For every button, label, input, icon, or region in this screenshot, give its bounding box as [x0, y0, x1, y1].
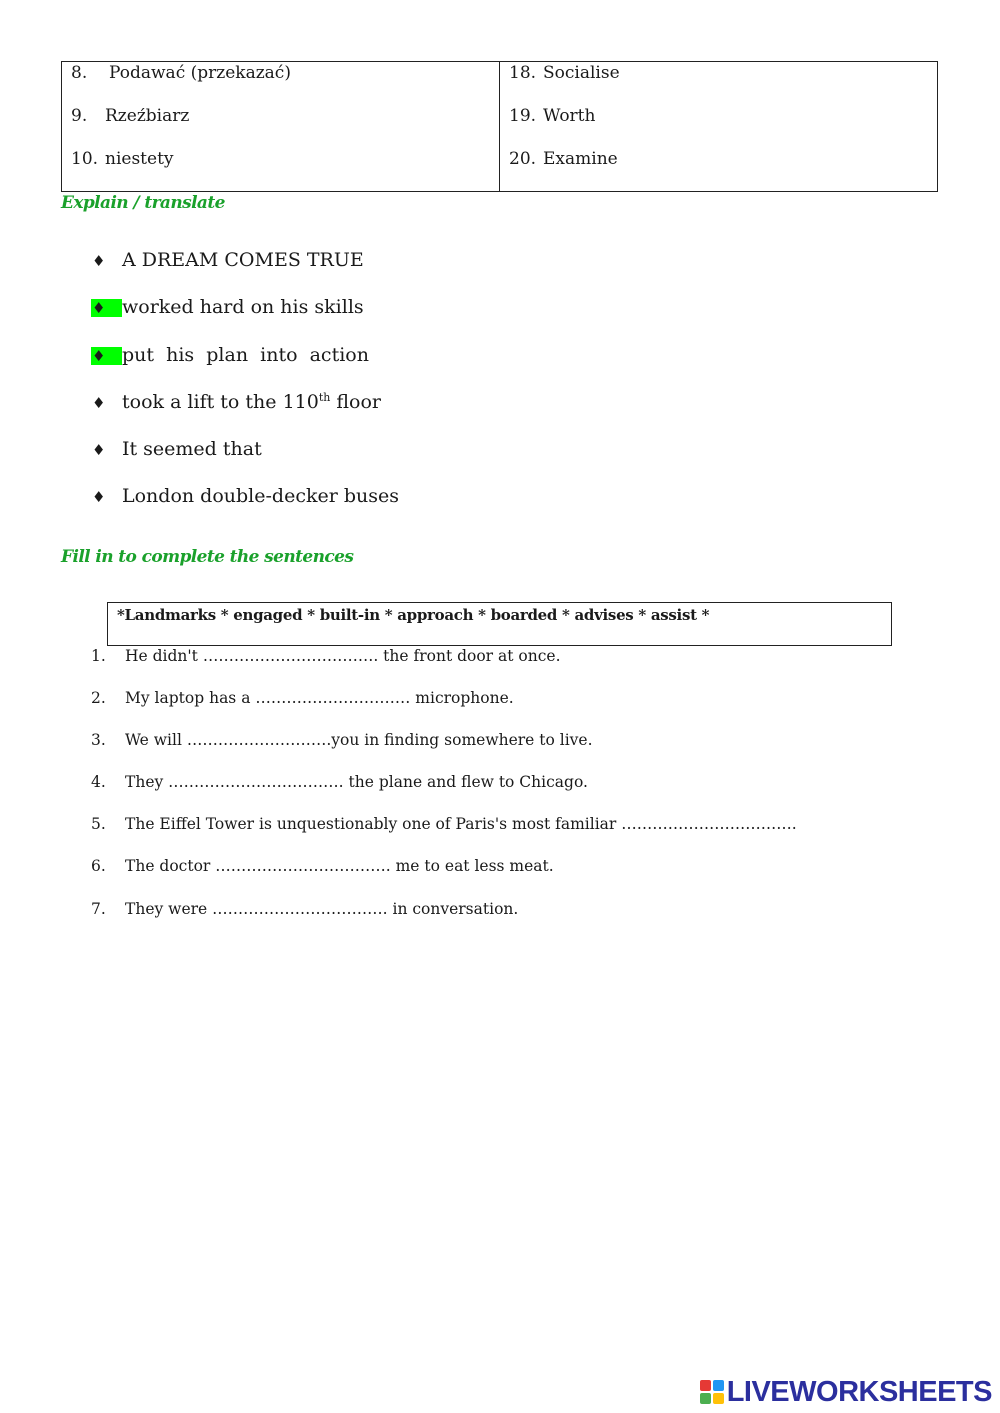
logo-text: LIVEWORKSHEETS — [726, 1375, 992, 1408]
sentence-text: He didn't ……………………………. the front door at once. — [125, 647, 561, 665]
sentence-number: 1. — [91, 647, 106, 665]
sentence-text: They ……………………………. the plane and flew to Chicago. — [125, 773, 588, 791]
fill-heading: Fill in to complete the sentences — [61, 547, 354, 567]
logo-mark-icon — [700, 1380, 724, 1404]
vocab-word: Rzeźbiarz — [105, 106, 190, 126]
logo-square — [700, 1380, 711, 1391]
explain-item — [91, 249, 364, 271]
diamond-bullet-icon: ♦ — [92, 441, 106, 459]
vocab-item — [71, 106, 189, 126]
sentence-text: The doctor ……………………………. me to eat less meat. — [125, 857, 554, 875]
vocab-word: Podawać (przekazać) — [109, 63, 291, 83]
explain-item-text: A DREAM COMES TRUE — [122, 249, 364, 271]
diamond-bullet-icon: ♦ — [92, 394, 106, 412]
sentence-number: 7. — [91, 900, 106, 918]
vocab-item — [509, 63, 620, 83]
vocab-number: 18. — [509, 63, 537, 83]
vocab-item — [71, 63, 291, 83]
explain-item-text: worked hard on his skills — [122, 296, 364, 318]
sentence-text: The Eiffel Tower is unquestionably one of Paris's most familiar ……………………………. — [125, 815, 797, 833]
word-box: *Landmarks * engaged * built-in * approach * boarded * advises * assist * — [107, 602, 892, 646]
sentence-number: 4. — [91, 773, 106, 791]
explain-item — [91, 344, 369, 366]
logo-square — [700, 1393, 711, 1404]
sentence — [91, 900, 518, 918]
vocab-word: Examine — [543, 149, 618, 169]
explain-item — [91, 296, 364, 318]
sentence — [91, 773, 588, 791]
sentence-number: 2. — [91, 689, 106, 707]
explain-item-text-after: floor — [330, 391, 382, 413]
sentence — [91, 731, 593, 749]
vocab-item — [509, 149, 618, 169]
sentence-text: My laptop has a ………………………… microphone. — [125, 689, 514, 707]
logo-square — [713, 1393, 724, 1404]
sentence-text: We will ……………………….you in finding somewhere to live. — [125, 731, 593, 749]
explain-item-text: took a lift to the 110 — [122, 391, 319, 413]
vocab-number: 19. — [509, 106, 537, 126]
vocab-item — [509, 106, 595, 126]
sentence-number: 5. — [91, 815, 106, 833]
sentence-text: They were ……………………………. in conversation. — [125, 900, 519, 918]
vocab-item — [71, 149, 174, 169]
ordinal-suffix: th — [318, 391, 331, 404]
diamond-bullet-icon: ♦ — [91, 299, 122, 317]
explain-item-text: put his plan into action — [122, 344, 369, 366]
sentence — [91, 857, 554, 875]
sentence — [91, 647, 561, 665]
explain-item — [91, 438, 262, 460]
explain-item — [91, 485, 399, 507]
explain-heading: Explain / translate — [61, 193, 225, 213]
vocab-column-right — [500, 62, 937, 191]
vocab-word: Socialise — [543, 63, 620, 83]
explain-item-text: It seemed that — [122, 438, 262, 460]
vocab-table — [61, 61, 938, 192]
vocab-number: 20. — [509, 149, 537, 169]
vocab-column-left — [62, 62, 500, 191]
vocab-number: 9. — [71, 106, 88, 126]
sentence — [91, 815, 797, 833]
vocab-number: 10. — [71, 149, 99, 169]
sentence-number: 3. — [91, 731, 106, 749]
vocab-word: niestety — [105, 149, 174, 169]
explain-item-text: London double-decker buses — [122, 485, 399, 507]
sentence — [91, 689, 514, 707]
logo-square — [713, 1380, 724, 1391]
sentence-number: 6. — [91, 857, 106, 875]
vocab-number: 8. — [71, 63, 88, 83]
diamond-bullet-icon: ♦ — [92, 252, 106, 270]
liveworksheets-logo — [700, 1377, 992, 1407]
diamond-bullet-icon: ♦ — [91, 347, 122, 365]
explain-item — [91, 391, 381, 413]
diamond-bullet-icon: ♦ — [92, 488, 106, 506]
vocab-word: Worth — [543, 106, 596, 126]
